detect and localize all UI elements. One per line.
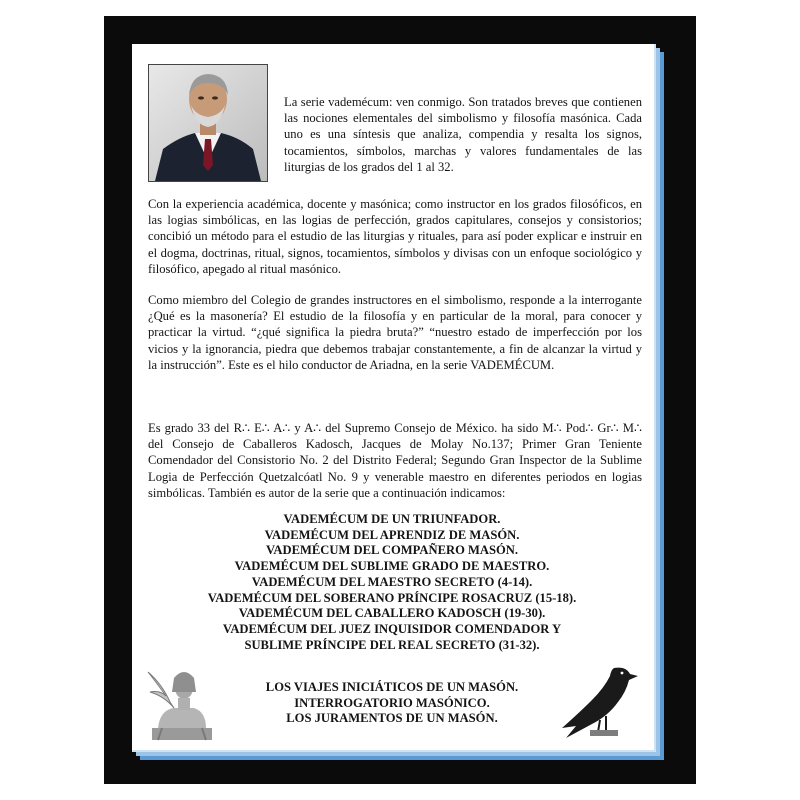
raven-icon bbox=[556, 658, 642, 744]
series-title: VADEMÉCUM DEL SUBLIME GRADO DE MAESTRO. bbox=[234, 559, 550, 574]
other-titles-list bbox=[172, 680, 612, 727]
intro-paragraph: La serie vademécum: ven conmigo. Son tratados breves que contienen las nociones elementales del simbolismo y filosofía masónica. Cada uno es una síntesis que analiza, compendia y resalta los signos, tocamientos, símbolos, marchas y valores fundamentales de las liturgias de los grados del 1 al 32. bbox=[284, 95, 642, 174]
vademecum-series-list bbox=[172, 512, 612, 653]
grado-paragraph: Es grado 33 del R∴ E∴ A∴ y A∴ del Supremo Consejo de México. ha sido M∴ Pod∴ Gr∴ M∴ del Consejo de Caballeros Kadosch, Jacques de Molay No.137; Primer Gran Teniente Comendador del Consistorio No. 2 del Distrito Federal; Segundo Gran Inspector de la Sublime Logia de Perfección Quetzalcóatl No. 9 y venerable maestro en diferentes periodos en logias simbólicas. También es autor de la serie que a continuación indicamos: bbox=[148, 421, 642, 500]
series-title: VADEMÉCUM DEL SOBERANO PRÍNCIPE ROSACRUZ (15-18). bbox=[207, 590, 577, 605]
other-title: INTERROGATORIO MASÓNICO. bbox=[294, 695, 490, 710]
other-title: LOS JURAMENTOS DE UN MASÓN. bbox=[286, 711, 498, 726]
other-title: LOS VIAJES INICIÁTICOS DE UN MASÓN. bbox=[265, 680, 519, 694]
series-title: VADEMÉCUM DEL APRENDIZ DE MASÓN. bbox=[264, 527, 520, 542]
series-title: VADEMÉCUM DEL CABALLERO KADOSCH (19-30). bbox=[238, 606, 546, 621]
sphinx-statue-icon bbox=[144, 662, 222, 744]
colegio-paragraph: Como miembro del Colegio de grandes instructores en el simbolismo, responde a la interrogante ¿Qué es la masonería? El estudio de la filosofía y en particular de la moral, para conocer y practicar la virtud. “¿qué significa la piedra bruta?” “nuestro estado de imperfección por los vicios y la ignorancia, piedra que debemos trabajar constantemente, a fin de alcanzar la virtud y la instrucción”. Este es el hilo conductor de Ariadna, en la serie VADEMÉCUM. bbox=[148, 293, 642, 372]
series-title: VADEMÉCUM DEL JUEZ INQUISIDOR COMENDADOR Y bbox=[222, 621, 562, 636]
author-photo bbox=[148, 64, 268, 182]
cover-page bbox=[132, 44, 656, 752]
series-title: VADEMÉCUM DE UN TRIUNFADOR. bbox=[283, 512, 501, 526]
series-title: VADEMÉCUM DEL COMPAÑERO MASÓN. bbox=[265, 543, 519, 558]
series-title: SUBLIME PRÍNCIPE DEL REAL SECRETO (31-32). bbox=[244, 637, 540, 652]
experience-paragraph: Con la experiencia académica, docente y masónica; como instructor en los grados filosóficos, en las logias simbólicas, en las logias de perfección, grados capitulares, consejos y consistorios; concibió un método para el estudio de las liturgias y rituales, para así poder explicar e instruir en el dogma, doctrinas, ritual, signos, tocamientos, símbolos y divisas con un enfoque sociológico y filosófico, apegado al ritual masónico. bbox=[148, 197, 642, 276]
series-title: VADEMÉCUM DEL MAESTRO SECRETO (4-14). bbox=[251, 574, 533, 589]
